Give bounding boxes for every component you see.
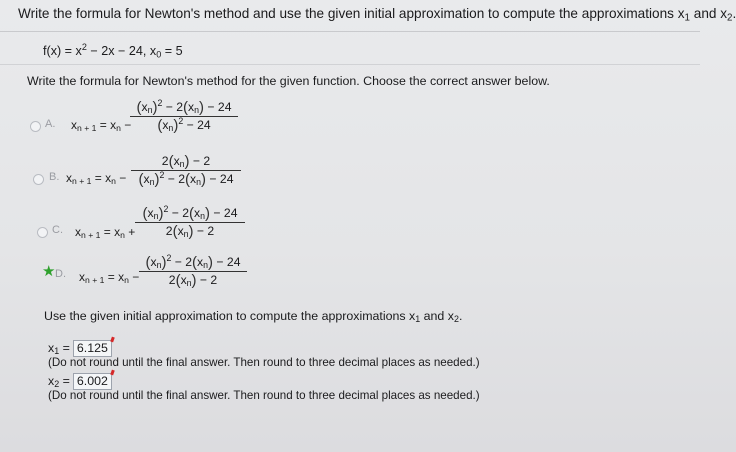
numerator: $(x_n)^2 - 2(x_n) - 24$ bbox=[142, 204, 238, 222]
star-icon[interactable]: ★ bbox=[42, 263, 56, 280]
denominator: $2(x_n) - 2$ bbox=[168, 272, 218, 289]
x2-answer-field[interactable]: 6.002 bbox=[73, 373, 112, 390]
numerator: $2(x_n) - 2$ bbox=[161, 153, 211, 170]
question-prompt: Write the formula for Newton's method and use the given initial approximation to compute the approximations $x_1$ and $x_2$. bbox=[18, 6, 736, 24]
denominator: $(x_n)^2 - 2(x_n) - 24$ bbox=[138, 170, 234, 188]
radio-icon[interactable] bbox=[33, 174, 44, 185]
numerator: $(x_n)^2 - 2(x_n) - 24$ bbox=[136, 98, 232, 116]
divider bbox=[0, 64, 700, 65]
radio-icon[interactable] bbox=[37, 227, 48, 238]
choice-c[interactable] bbox=[0, 205, 700, 245]
formula-lhs: $x_{n + 1} = x_n$ − bbox=[71, 118, 132, 134]
formula-fraction bbox=[139, 254, 247, 289]
choice-a[interactable] bbox=[0, 99, 700, 139]
formula-lhs: $x_{n + 1} = x_n$ − bbox=[66, 171, 127, 187]
formula-fraction bbox=[135, 205, 245, 240]
approximation-prompt: Use the given initial approximation to compute the approximations $x_1$ and $x_2$. bbox=[44, 309, 463, 325]
choice-b[interactable] bbox=[0, 153, 700, 193]
denominator: $2(x_n) - 2$ bbox=[165, 223, 215, 240]
choice-d[interactable] bbox=[0, 253, 700, 296]
rounding-note: (Do not round until the final answer. Then round to three decimal places as needed.) bbox=[48, 389, 480, 402]
instruction-text: Write the formula for Newton's method for the given function. Choose the correct answer below. bbox=[27, 74, 550, 88]
choice-letter: D. bbox=[55, 268, 66, 280]
x1-answer-row: $x_1 = 6.125$ bbox=[48, 340, 112, 357]
question-header bbox=[0, 0, 736, 32]
x2-answer-row: $x_2 = 6.002$ bbox=[48, 373, 112, 390]
denominator: $(x_n)^2 - 24$ bbox=[157, 116, 211, 134]
numerator: $(x_n)^2 - 2(x_n) - 24$ bbox=[145, 253, 241, 271]
x1-answer-field[interactable]: 6.125 bbox=[73, 340, 112, 357]
formula-fraction bbox=[130, 99, 238, 134]
formula-lhs: $x_{n + 1} = x_n$ − bbox=[79, 270, 140, 286]
choice-letter: A. bbox=[45, 118, 56, 130]
choice-letter: B. bbox=[49, 171, 60, 183]
formula-fraction bbox=[131, 153, 241, 188]
formula-lhs: $x_{n + 1} = x_n$ + bbox=[75, 225, 136, 241]
rounding-note: (Do not round until the final answer. Then round to three decimal places as needed.) bbox=[48, 356, 480, 369]
correct-mark-icon bbox=[110, 370, 115, 376]
radio-icon[interactable] bbox=[30, 121, 41, 132]
correct-mark-icon bbox=[110, 337, 115, 343]
function-definition: $f(x) = x^2 - 2x - 24$, $x_0 = 5$ bbox=[43, 42, 183, 60]
choice-letter: C. bbox=[52, 224, 63, 236]
